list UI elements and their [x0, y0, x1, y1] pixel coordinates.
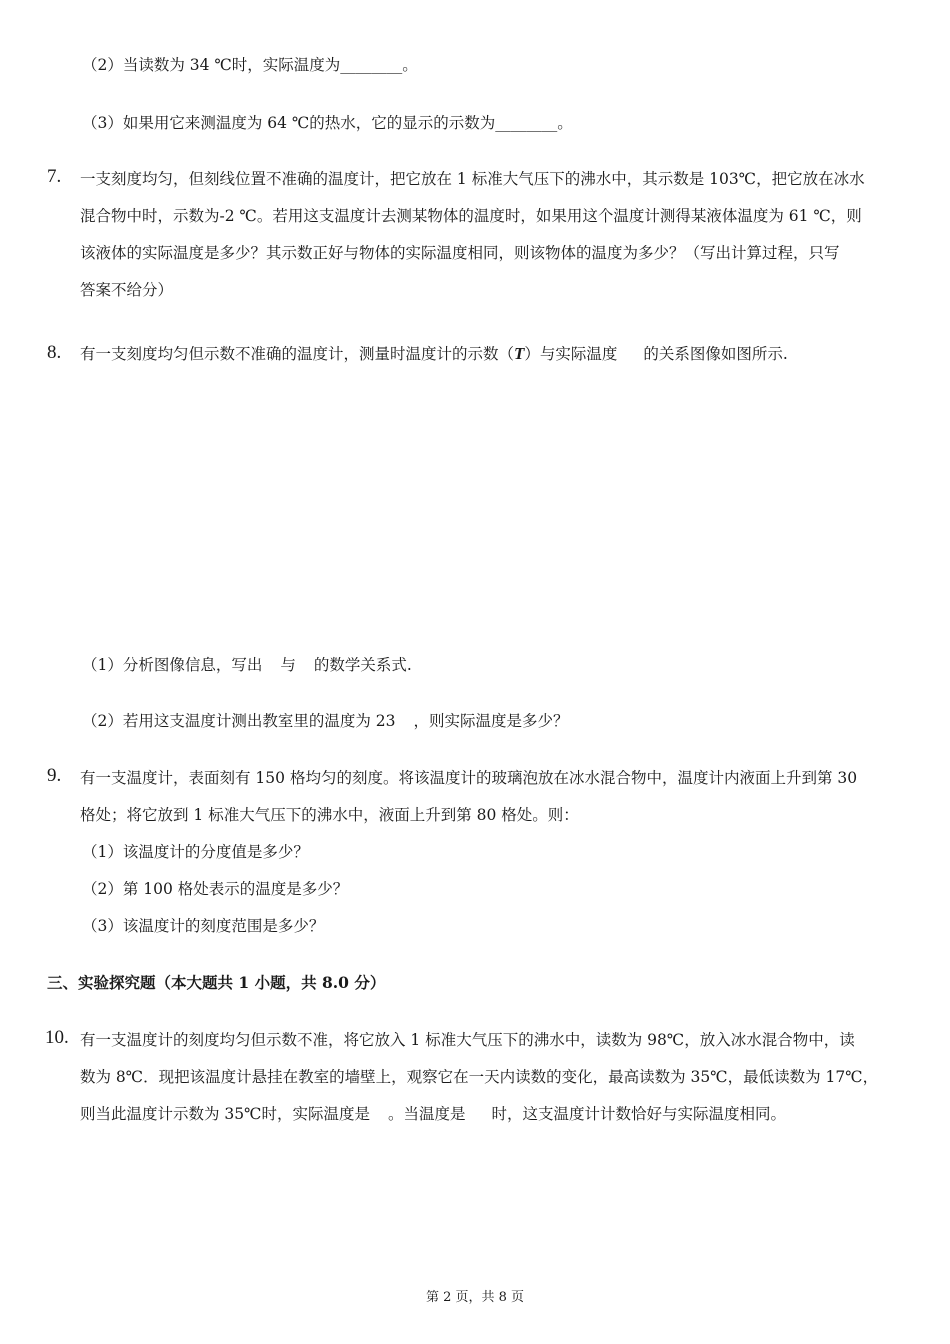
- q10-line3-part-b: 。当温度是: [388, 1105, 466, 1123]
- q6-subquestion-2: （2）当读数为 34 ℃时，实际温度为________。: [82, 56, 418, 74]
- q9-subquestion-1: （1）该温度计的分度值是多少？: [82, 843, 309, 861]
- q6-subquestion-3: （3）如果用它来测温度为 64 ℃的热水，它的显示的示数为________。: [82, 114, 573, 132]
- q9-subquestion-2: （2）第 100 格处表示的温度是多少？: [82, 880, 349, 898]
- q8-figure-area: [80, 380, 900, 630]
- q8-text-line-1: [80, 344, 788, 364]
- q7-text-line-4: 答案不给分）: [80, 281, 174, 299]
- section-3-heading: 三、实验探究题（本大题共 1 小题，共 8.0 分）: [47, 973, 386, 992]
- q8-sub1-part-c: 的数学关系式.: [313, 656, 412, 674]
- q8-sub2-part-a: （2）若用这支温度计测出教室里的温度为 23: [82, 712, 396, 730]
- q10-number: 10.: [45, 1027, 69, 1048]
- q8-symbol-T: T: [514, 344, 525, 363]
- q10-line3-part-a: 则当此温度计示数为 35℃时，实际温度是: [80, 1105, 370, 1123]
- page-footer: 第 2 页，共 8 页: [425, 1290, 525, 1305]
- q10-text-line-2: 数为 8℃．现把该温度计悬挂在教室的墙壁上，观察它在一天内读数的变化，最高读数为 35℃，最低读数为 17℃，: [80, 1068, 879, 1086]
- q7-text-line-2: 混合物中时，示数为-2 ℃。若用这支温度计去测某物体的温度时，如果用这个温度计测得某液体温度为 61 ℃，则: [80, 207, 862, 225]
- q10-line3-part-c: 时，这支温度计计数恰好与实际温度相同。: [491, 1105, 787, 1123]
- q10-text-line-3: [80, 1104, 786, 1124]
- q9-subquestion-3: （3）该温度计的刻度范围是多少？: [82, 917, 325, 935]
- q8-sub1-part-a: （1）分析图像信息，写出: [82, 656, 263, 674]
- q8-number: 8.: [47, 342, 62, 363]
- q7-text-line-3: 该液体的实际温度是多少？其示数正好与物体的实际温度相同，则该物体的温度为多少？（写出计算过程，只写: [80, 244, 840, 262]
- q8-text-part-a: 有一支刻度均匀但示数不准确的温度计，测量时温度计的示数（: [80, 345, 515, 363]
- q8-sub2-part-b: ，则实际温度是多少？: [413, 712, 569, 730]
- q10-text-line-1: 有一支温度计的刻度均匀但示数不准，将它放入 1 标准大气压下的沸水中，读数为 98℃，放入冰水混合物中，读: [80, 1031, 855, 1049]
- q8-subquestion-1: [82, 655, 412, 675]
- q9-text-line-1: 有一支温度计，表面刻有 150 格均匀的刻度。将该温度计的玻璃泡放在冰水混合物中，温度计内液面上升到第 30: [80, 769, 858, 787]
- q9-text-line-2: 格处；将它放到 1 标准大气压下的沸水中，液面上升到第 80 格处。则：: [80, 806, 579, 824]
- q8-sub1-part-b: 与: [280, 656, 296, 674]
- q8-text-part-c: 的关系图像如图所示.: [643, 345, 788, 363]
- q7-number: 7.: [47, 166, 62, 187]
- q7-text-line-1: 一支刻度均匀，但刻线位置不准确的温度计，把它放在 1 标准大气压下的沸水中，其示数是 103℃，把它放在冰水: [80, 170, 865, 188]
- q8-subquestion-2: [82, 711, 569, 731]
- q9-number: 9.: [47, 765, 62, 786]
- q8-text-part-b: ）与实际温度: [524, 345, 618, 363]
